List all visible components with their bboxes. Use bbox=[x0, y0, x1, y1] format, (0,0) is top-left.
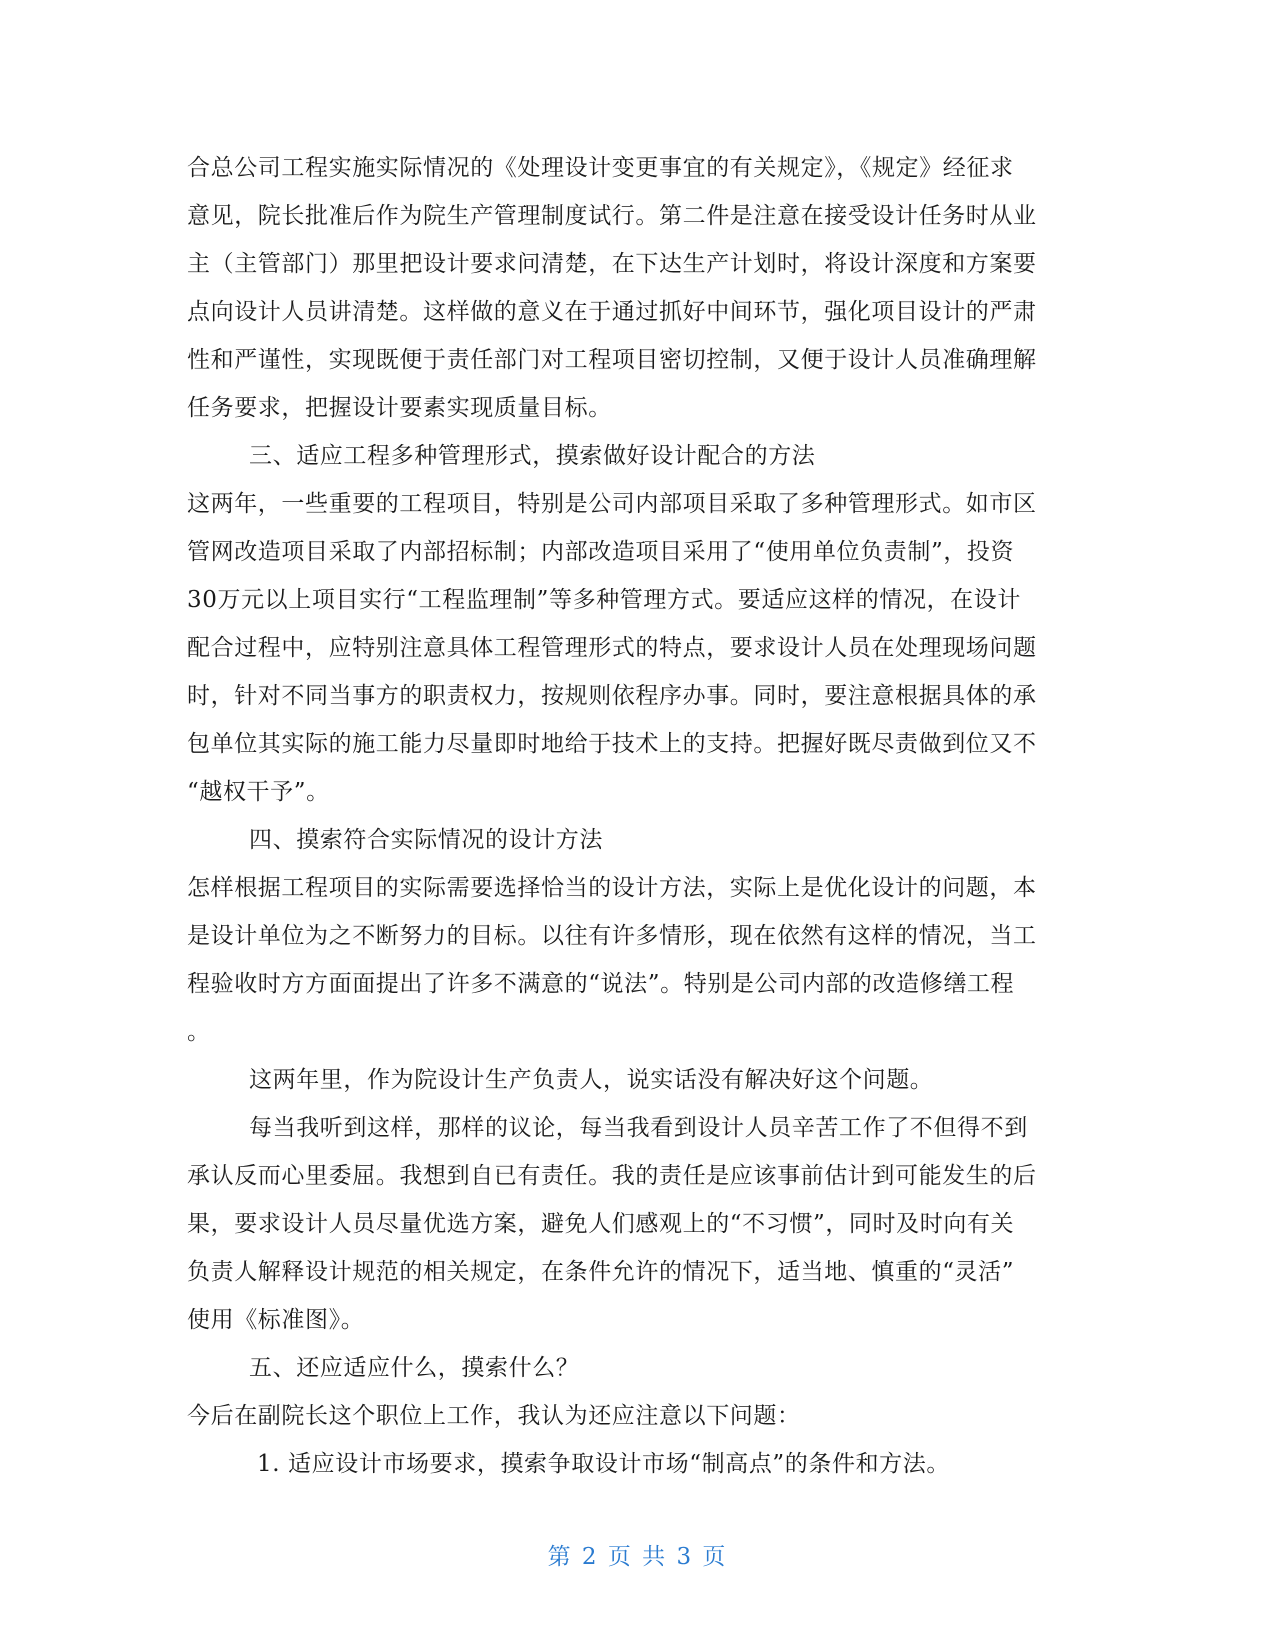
body-line: 管网改造项目采取了内部招标制；内部改造项目采用了“使用单位负责制”，投资 bbox=[187, 539, 1015, 565]
paragraph-line: 这两年里，作为院设计生产负责人，说实话没有解决好这个问题。 bbox=[249, 1067, 934, 1093]
body-line: 配合过程中，应特别注意具体工程管理形式的特点，要求设计人员在处理现场问题 bbox=[187, 635, 1037, 661]
section-heading: 五、还应适应什么，摸索什么？ bbox=[249, 1355, 580, 1381]
paragraph-line: 每当我听到这样，那样的议论，每当我看到设计人员辛苦工作了不但得不到 bbox=[249, 1115, 1028, 1141]
body-line: 承认反而心里委屈。我想到自已有责任。我的责任是应该事前估计到可能发生的后 bbox=[187, 1163, 1037, 1189]
body-line: 负责人解释设计规范的相关规定，在条件允许的情况下，适当地、慎重的“灵活” bbox=[187, 1259, 1015, 1285]
body-line: 是设计单位为之不断努力的目标。以往有许多情形，现在依然有这样的情况，当工 bbox=[187, 923, 1037, 949]
body-line: 。 bbox=[187, 1019, 211, 1045]
list-item: 1. 适应设计市场要求，摸索争取设计市场“制高点”的条件和方法。 bbox=[257, 1451, 950, 1477]
body-line: 意见，院长批准后作为院生产管理制度试行。第二件是注意在接受设计任务时从业 bbox=[187, 203, 1037, 229]
body-line: “越权干予”。 bbox=[187, 779, 330, 805]
body-line: 程验收时方方面面提出了许多不满意的“说法”。特别是公司内部的改造修缮工程 bbox=[187, 971, 1015, 997]
body-line: 这两年，一些重要的工程项目，特别是公司内部项目采取了多种管理形式。如市区 bbox=[187, 491, 1037, 517]
body-line: 时，针对不同当事方的职责权力，按规则依程序办事。同时，要注意根据具体的承 bbox=[187, 683, 1037, 709]
body-line: 果，要求设计人员尽量优选方案，避免人们感观上的“不习惯”，同时及时向有关 bbox=[187, 1211, 1015, 1237]
body-line: 怎样根据工程项目的实际需要选择恰当的设计方法，实际上是优化设计的问题，本 bbox=[187, 875, 1037, 901]
body-line: 任务要求，把握设计要素实现质量目标。 bbox=[187, 395, 612, 421]
body-line: 主（主管部门）那里把设计要求问清楚，在下达生产计划时，将设计深度和方案要 bbox=[187, 251, 1037, 277]
body-line: 性和严谨性，实现既便于责任部门对工程项目密切控制，又便于设计人员准确理解 bbox=[187, 347, 1037, 373]
body-line: 点向设计人员讲清楚。这样做的意义在于通过抓好中间环节，强化项目设计的严肃 bbox=[187, 299, 1037, 325]
body-line: 使用《标准图》。 bbox=[187, 1307, 365, 1333]
body-line: 今后在副院长这个职位上工作，我认为还应注意以下问题： bbox=[187, 1403, 801, 1429]
body-line: 包单位其实际的施工能力尽量即时地给于技术上的支持。把握好既尽责做到位又不 bbox=[187, 731, 1037, 757]
body-line: 30万元以上项目实行“工程监理制”等多种管理方式。要适应这样的情况，在设计 bbox=[187, 587, 1021, 613]
document-body bbox=[187, 144, 1087, 1488]
section-heading: 四、摸索符合实际情况的设计方法 bbox=[249, 827, 603, 853]
page-number-footer: 第 2 页 共 3 页 bbox=[547, 1544, 728, 1570]
section-heading: 三、适应工程多种管理形式，摸索做好设计配合的方法 bbox=[249, 443, 816, 469]
body-line: 合总公司工程实施实际情况的《处理设计变更事宜的有关规定》，《规定》经征求 bbox=[187, 155, 1014, 181]
